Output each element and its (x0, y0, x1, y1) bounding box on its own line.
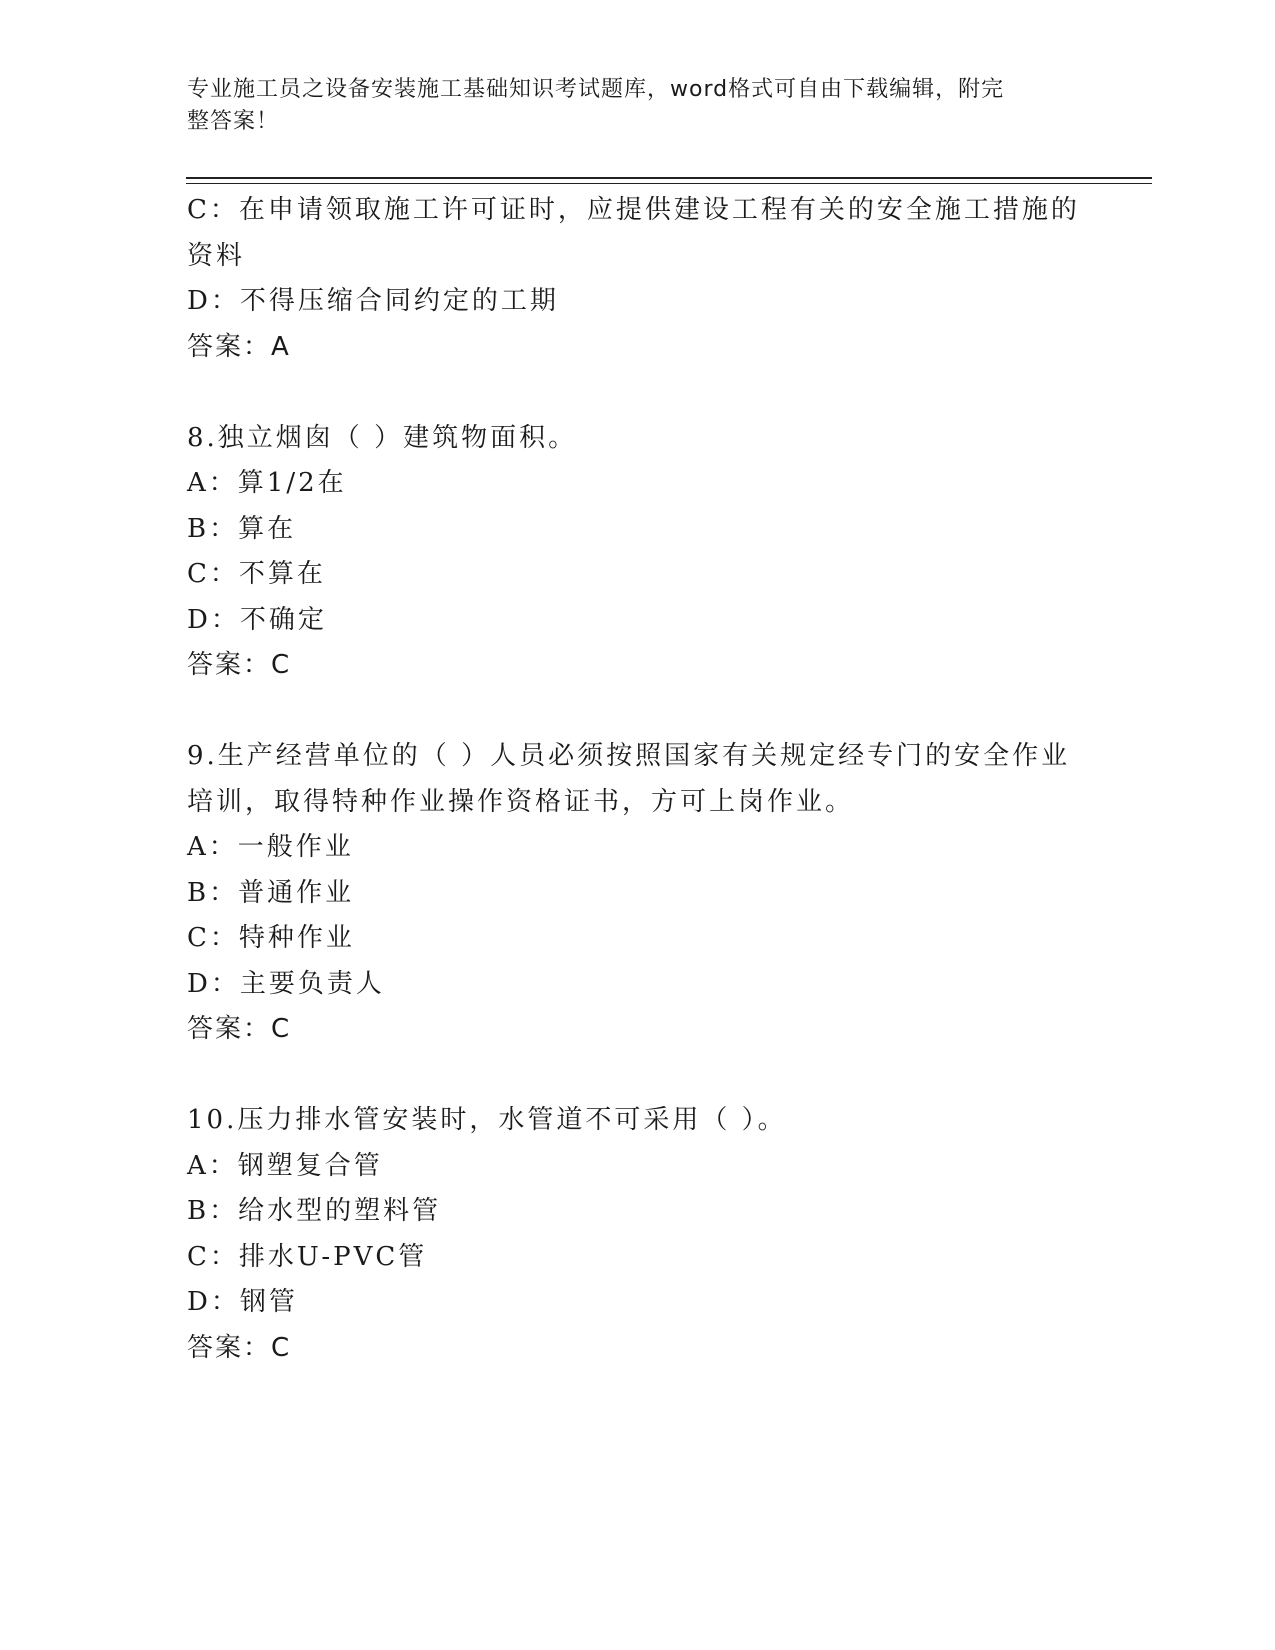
option-d: D：不得压缩合同约定的工期 (187, 286, 559, 316)
question-stem: 9.生产经营单位的（ ）人员必须按照国家有关规定经专门的安全作业 (187, 741, 1071, 771)
header-divider (186, 177, 1152, 179)
question-stem-continued: 培训，取得特种作业操作资格证书，方可上岗作业。 (187, 786, 855, 817)
question-8 (187, 416, 1087, 689)
option-c: C：在申请领取施工许可证时，应提供建设工程有关的安全施工措施的 (187, 195, 1080, 225)
option-b: B：给水型的塑料管 (187, 1196, 442, 1226)
answer-line: 答案：A (187, 331, 291, 362)
option-d: D：不确定 (187, 604, 327, 635)
answer-line: 答案：C (187, 1014, 292, 1044)
option-a: A：钢塑复合管 (187, 1150, 383, 1181)
question-stem: 8.独立烟囱（ ）建筑物面积。 (187, 422, 578, 453)
option-c-continued: 资料 (187, 240, 246, 271)
question-stem: 10.压力排水管安装时，水管道不可采用（ ）。 (187, 1105, 787, 1135)
option-d: D：钢管 (187, 1287, 298, 1317)
header-line-2: 整答案！ (187, 109, 280, 134)
question-7-continued (187, 188, 1087, 370)
header-divider-thin (186, 183, 1152, 184)
spacer (187, 370, 1087, 416)
answer-line: 答案：C (187, 1332, 292, 1363)
option-a: A：一般作业 (187, 832, 354, 862)
document-header (187, 74, 1067, 138)
option-c: C：排水U-PVC管 (187, 1241, 428, 1272)
question-list (187, 188, 1087, 1371)
option-b: B：算在 (187, 513, 297, 544)
answer-line: 答案：C (187, 650, 292, 680)
option-c: C：不算在 (187, 559, 326, 589)
option-d: D：主要负责人 (187, 968, 385, 999)
option-c: C：特种作业 (187, 923, 355, 953)
header-line-1: 专业施工员之设备安装施工基础知识考试题库，word格式可自由下载编辑，附完 (187, 77, 1005, 102)
question-10 (187, 1098, 1087, 1371)
spacer (187, 1053, 1087, 1099)
question-9 (187, 734, 1087, 1053)
option-a: A：算1/2在 (187, 468, 347, 498)
option-b: B：普通作业 (187, 877, 355, 908)
spacer (187, 689, 1087, 735)
